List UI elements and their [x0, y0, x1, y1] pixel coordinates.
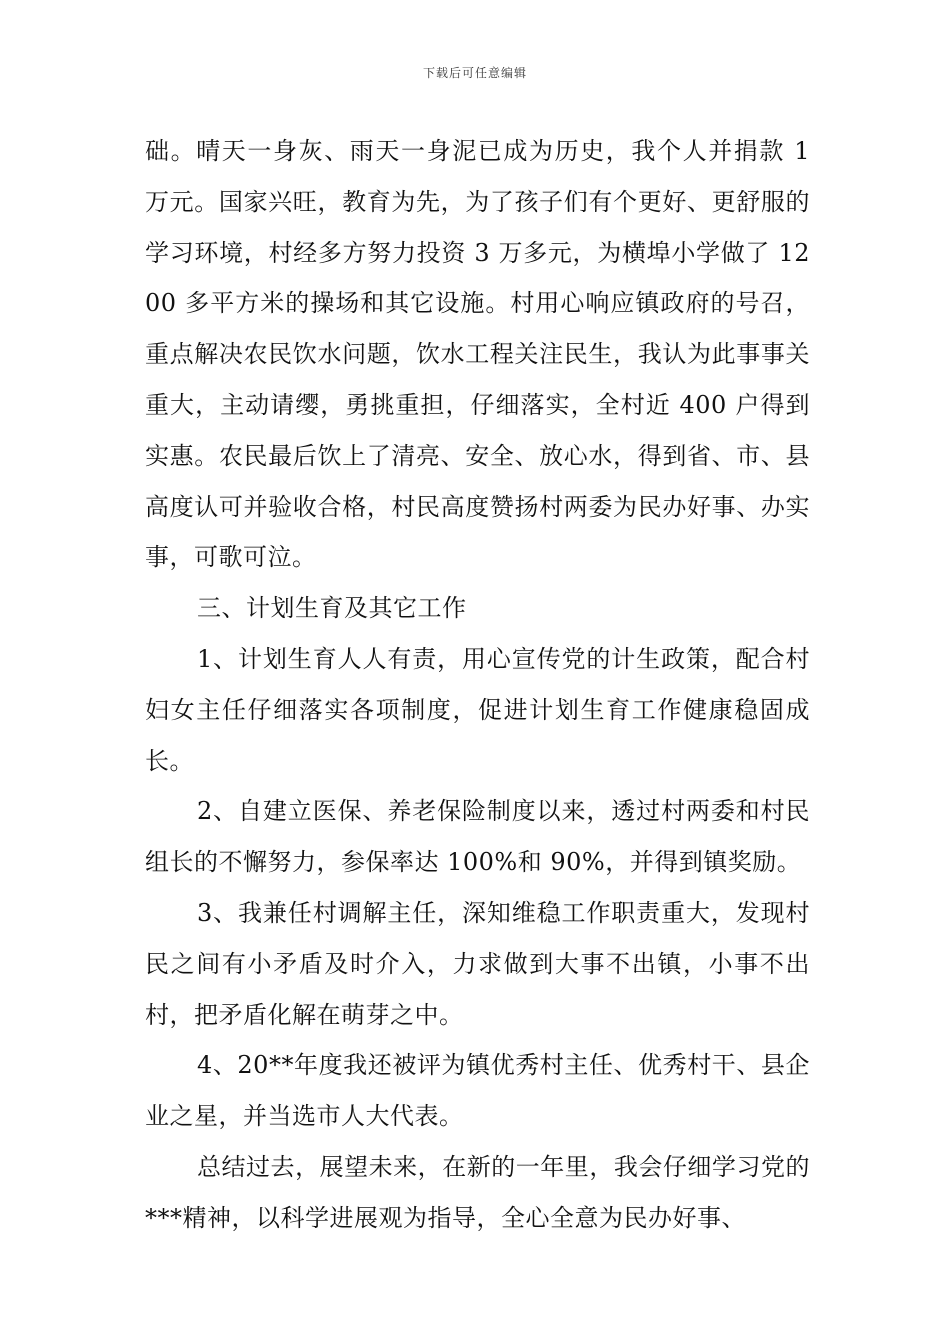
paragraph-item-1: 1、计划生育人人有责，用心宣传党的计生政策，配合村妇女主任仔细落实各项制度，促进计划生育工作健康稳固成长。: [145, 644, 810, 775]
section-heading: 三、计划生育及其它工作: [197, 594, 467, 623]
paragraph-summary: 总结过去，展望未来，在新的一年里，我会仔细学习党的***精神，以科学进展观为指导，全心全意为民办好事、: [145, 1152, 810, 1232]
paragraph-item-4: 4、20**年度我还被评为镇优秀村主任、优秀村干、县企业之星，并当选市人大代表。: [145, 1051, 810, 1131]
paragraph-continuation: 础。晴天一身灰、雨天一身泥已成为历史，我个人并捐款 1 万元。国家兴旺，教育为先，为了孩子们有个更好、更舒服的学习环境，村经多方努力投资 3 万多元，为横埠小学做了 1200 多平方米的操场和其它设施。村用心响应镇政府的号召，重点解决农民饮水问题，饮水工程关注民生，我认为此事事关重大，主动请缨，勇挑重担，仔细落实，全村近 400 户得到实惠。农民最后饮上了清亮、安全、放心水，得到省、市、县高度认可并验收合格，村民高度赞扬村两委为民办好事、办实事，可歌可泣。: [145, 137, 810, 572]
document-body: [145, 126, 810, 1244]
page-header-note: 下载后可任意编辑: [422, 66, 527, 80]
paragraph-item-2: 2、自建立医保、养老保险制度以来，透过村两委和村民组长的不懈努力，参保率达 100%和 90%，并得到镇奖励。: [145, 797, 810, 877]
paragraph-item-3: 3、我兼任村调解主任，深知维稳工作职责重大，发现村民之间有小矛盾及时介入，力求做到大事不出镇，小事不出村，把矛盾化解在萌芽之中。: [145, 898, 810, 1029]
